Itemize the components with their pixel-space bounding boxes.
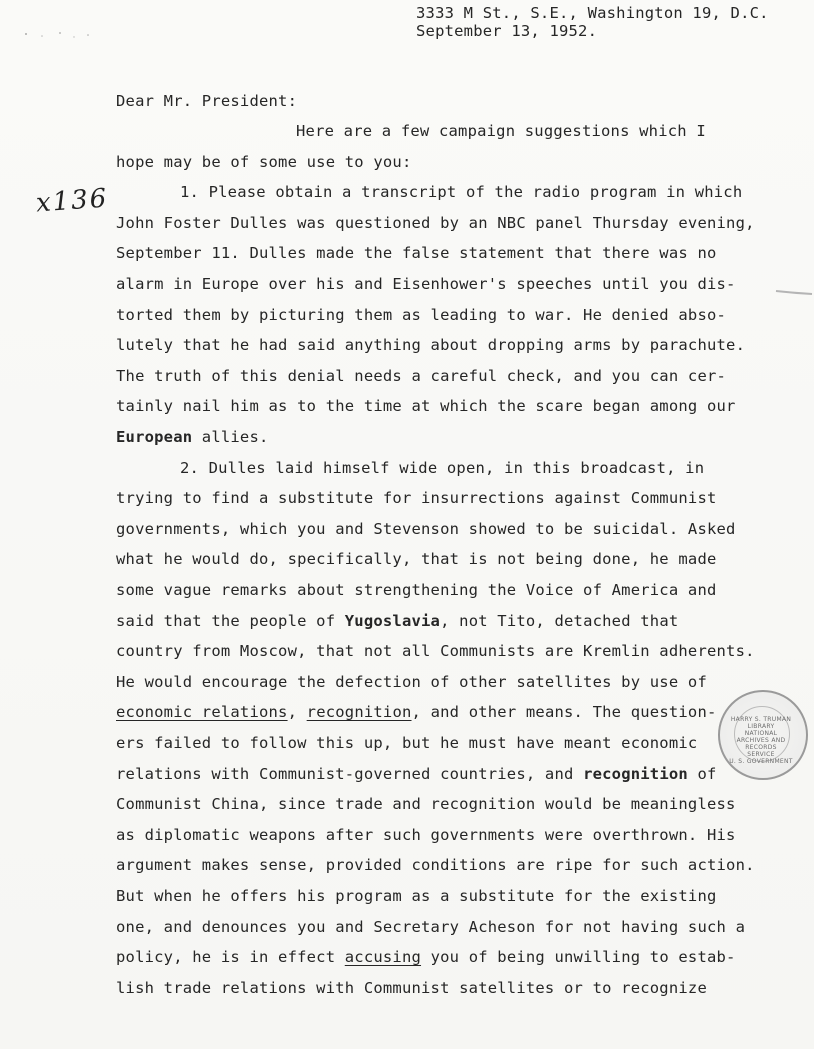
bold-text: European	[116, 428, 193, 446]
line-text: alarm in Europe over his and Eisenhower's speeches until you dis-	[116, 275, 736, 293]
letter-line	[116, 550, 717, 568]
letter-line	[116, 612, 678, 630]
line-text: 1. Please obtain a transcript of the radio program in which	[180, 183, 743, 202]
line-text: said that the people of	[116, 611, 345, 630]
sender-address: 3333 M St., S.E., Washington 19, D.C.	[416, 4, 769, 22]
line-text: one, and denounces you and Secretary Acheson for not having such a	[116, 917, 746, 936]
handwritten-file-number: x136	[35, 183, 110, 219]
letter-line	[116, 948, 736, 966]
line-text: tainly nail him as to the time at which the scare began among our	[116, 397, 736, 416]
stamp-line: NATIONAL	[744, 730, 778, 737]
letter-line	[116, 918, 745, 936]
underlined-text: economic relations	[116, 703, 288, 722]
line-text: of	[687, 764, 717, 783]
letter-line	[180, 459, 704, 477]
line-text: He would encourage the defection of other satellites by use of	[116, 672, 707, 691]
letter-line	[116, 979, 707, 997]
line-text: torted them by picturing them as leading to war. He denied abso-	[116, 305, 727, 324]
line-text: Here are a few campaign suggestions which I	[296, 122, 706, 140]
archive-stamp	[718, 690, 808, 780]
underlined-text: recognition	[306, 703, 412, 722]
line-text: ers failed to follow this up, but he must have meant economic	[116, 734, 698, 752]
line-text: relations with Communist-governed countries, and	[116, 764, 584, 783]
letter-line	[116, 489, 717, 507]
line-text: you of being unwilling to estab-	[421, 948, 736, 967]
stamp-line: U. S. GOVERNMENT	[729, 758, 793, 765]
stamp-text	[718, 716, 804, 765]
line-text: ,	[287, 703, 307, 722]
letter-line	[116, 581, 717, 599]
line-text: hope may be of some use to you:	[116, 152, 412, 171]
letter-line	[116, 244, 717, 262]
stamp-line: ARCHIVES AND	[736, 737, 786, 744]
line-text: policy, he is in effect	[116, 948, 345, 967]
letter-line	[116, 734, 697, 752]
line-text: what he would do, specifically, that is not being done, he made	[116, 550, 717, 569]
letter-line	[116, 673, 707, 691]
underlined-text: accusing	[344, 948, 422, 967]
line-text: governments, which you and Stevenson showed to be suicidal. Asked	[116, 519, 736, 538]
letter-line	[116, 520, 736, 538]
line-text: September 11. Dulles made the false statement that there was no	[116, 244, 717, 263]
line-text: lutely that he had said anything about dropping arms by parachute.	[116, 336, 746, 355]
stamp-line: SERVICE	[747, 751, 775, 758]
line-text: trying to find a substitute for insurrections against Communist	[116, 489, 717, 508]
letter-line	[116, 765, 717, 783]
letter-line	[116, 642, 755, 660]
margin-mark	[774, 288, 814, 296]
letter-line	[116, 336, 745, 354]
salutation: Dear Mr. President:	[116, 92, 298, 110]
letter-line	[116, 856, 755, 874]
stamp-line: RECORDS	[745, 744, 777, 751]
letter-line	[116, 275, 736, 293]
bold-text: recognition	[583, 764, 688, 783]
line-text: The truth of this denial needs a careful check, and you can cer-	[116, 366, 727, 385]
bold-text: Yugoslavia	[344, 611, 441, 630]
line-text: country from Moscow, that not all Communists are Kremlin adherents.	[116, 642, 755, 661]
paper-speckle	[22, 28, 102, 42]
letter-line	[116, 397, 736, 415]
stamp-line: HARRY S. TRUMAN LIBRARY	[730, 716, 792, 730]
line-text: lish trade relations with Communist satellites or to recognize	[116, 978, 707, 997]
letter-line	[296, 122, 706, 140]
letter-date: September 13, 1952.	[416, 22, 598, 40]
letter-line	[180, 183, 742, 201]
line-text: But when he offers his program as a substitute for the existing	[116, 887, 717, 905]
letter-line	[116, 826, 736, 844]
line-text: some vague remarks about strengthening the Voice of America and	[116, 581, 717, 599]
letter-line	[116, 428, 269, 446]
line-text: John Foster Dulles was questioned by an NBC panel Thursday evening,	[116, 213, 755, 232]
line-text: 2. Dulles laid himself wide open, in this broadcast, in	[180, 458, 705, 477]
letter-line	[116, 795, 736, 813]
letter-line	[116, 306, 726, 324]
line-text: allies.	[192, 428, 269, 446]
letter-line	[116, 887, 717, 905]
letter-line	[116, 214, 755, 232]
letter-line	[116, 153, 412, 171]
line-text: argument makes sense, provided conditions are ripe for such action.	[116, 856, 755, 875]
line-text: , and other means. The question-	[411, 703, 717, 722]
letter-line	[116, 703, 717, 721]
letter-line	[116, 367, 726, 385]
line-text: , not Tito, detached that	[440, 611, 679, 630]
line-text: as diplomatic weapons after such governments were overthrown. His	[116, 825, 736, 844]
line-text: Communist China, since trade and recognition would be meaningless	[116, 795, 736, 814]
